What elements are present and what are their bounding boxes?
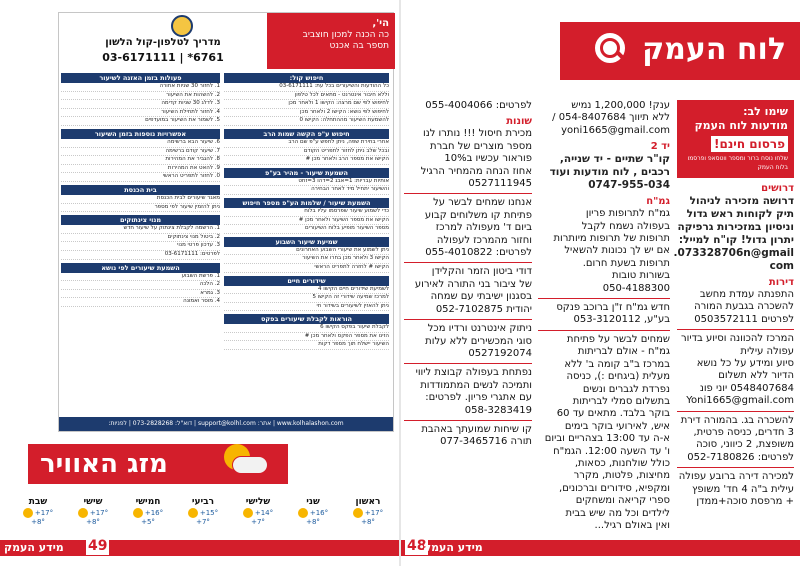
guide-row: 8. להגביר את המהירות	[61, 156, 220, 165]
weather-temp-high	[287, 508, 339, 518]
guide-section	[61, 73, 220, 126]
ad-line: 050-4188300	[602, 282, 670, 294]
ad-line: סיוע ומידע על כל נושא	[696, 358, 794, 370]
ad-line: להשכרה בגבעת המורה	[694, 301, 794, 313]
card-red-line-3: תספר בה אכנט	[329, 41, 389, 51]
ad-line: Yoni1665@gmail.com	[686, 395, 794, 407]
weather-day-name: רביעי	[191, 497, 215, 507]
weather-title: מזג האוויר	[40, 449, 168, 479]
guide-row: לחיפוש לפי נושא: הקישו 2 ולאחר מכן	[224, 109, 389, 118]
guide-row: והשיעור יתחיל מיד לאחר הבחירה	[224, 186, 389, 195]
ad-line: מעלית (ביגחים :), כניסה	[566, 371, 670, 383]
weather-day-name: חמישי	[135, 497, 161, 507]
guide-row: 3. עדכון פרטי מנוי	[61, 242, 220, 251]
ad-line: יתרון גדול! קו"ח למייל:	[678, 234, 794, 246]
guide-section-heading: אפשרויות נוספות בזמן השיעור	[61, 129, 220, 139]
guide-row: 6. שיעור הבא ברשימה	[61, 139, 220, 148]
left-page	[0, 0, 399, 566]
category-heading: גמ"ח	[646, 196, 670, 208]
ad-line: של ציבור בני התורה לאירוע	[414, 278, 532, 290]
guide-row: 1. הרשמה לקבלת צינתוק על שיעור חדש	[61, 225, 220, 234]
category-heading: יד 2	[650, 141, 670, 153]
guide-section	[224, 276, 389, 312]
weather-low-value: +8°	[361, 518, 375, 526]
ad-line: אנחנו שמחים לבשר על	[433, 197, 532, 209]
guide-row: 2. להשהות את השיעור	[61, 92, 220, 101]
guide-row: 5. לשמור את השיעור במועדפים	[61, 117, 220, 126]
guide-row: הזינו את מספר הפקס ולאחר מכן #	[224, 333, 389, 342]
ad-line: בעפולה נשמח לקבל	[581, 220, 670, 232]
weather-temp-high	[122, 508, 174, 518]
ad-line: 0527111945	[468, 178, 532, 190]
sun-icon	[353, 508, 363, 518]
weather-day	[67, 496, 119, 536]
ad-divider	[677, 467, 794, 468]
ad-line: פוראור עכשיו ב10%	[444, 153, 532, 165]
ad-line: שמחים לבשר על פתיחת	[566, 333, 670, 345]
card-header	[59, 13, 395, 69]
ad-line: נפרדת לגברים ונשים	[582, 383, 670, 395]
right-footer-brand: מידע העמק	[423, 541, 483, 554]
ad-divider	[404, 262, 532, 263]
guide-row: מספר השיעור מופיע בלוח השיעורים	[224, 225, 389, 234]
guide-section	[61, 185, 220, 212]
guide-section	[61, 129, 220, 182]
sun-icon	[23, 508, 33, 518]
ad-line: למכירה דירה ברובע עפולה	[678, 471, 794, 483]
ad-line: בע"ע, 053-3120112	[573, 314, 670, 326]
ad-line: דודי ביטון הזמר והקלידן	[431, 266, 532, 278]
guide-section	[224, 314, 389, 350]
weather-forecast-row	[8, 496, 394, 536]
ad-line: 058-3283419	[464, 404, 532, 416]
promo-line-1: שימו לב:	[743, 105, 788, 118]
guide-section	[224, 198, 389, 234]
weather-day	[122, 496, 174, 536]
guide-row: כל ההודעות והשיעורים בכל עת: 03-6171111	[224, 83, 389, 92]
magnifier-icon	[592, 30, 628, 66]
weather-day	[287, 496, 339, 536]
ad-line: בסגנון ישיבתי עם שמחה	[430, 291, 532, 303]
category-heading: דירות	[768, 277, 794, 288]
ad-divider	[538, 298, 670, 299]
ad-line: com	[769, 260, 794, 272]
phone-guide-card	[58, 12, 394, 432]
guide-row: 3. לדלג 30 שניות קדימה	[61, 100, 220, 109]
guide-row: הקישו את מספר השיעור ולאחר מכן #	[224, 217, 389, 226]
ad-line: 0548407684 יוני פונ	[699, 382, 794, 394]
promo-line-2: מודעות לוח העמק	[694, 119, 788, 132]
sun-icon	[243, 508, 253, 518]
card-column-left	[61, 73, 220, 310]
ad-line: דרושה מזכירה לניהול	[689, 195, 794, 207]
ad-line: ואין באולם רגיל...	[594, 519, 670, 531]
guide-row: כדי לשמוע שיעור שפרסמו עליו בלוח	[224, 208, 389, 217]
weather-high-value: +16°	[309, 509, 329, 517]
ad-line: משופצת, 2 כיווני, סוכה	[696, 439, 794, 451]
guide-row: 3. גמרא	[61, 290, 220, 299]
guide-row: ניתן להזמין שיעור לפי מספר	[61, 204, 220, 213]
guide-row: למרכז שמיעה שידורי זה הקישו 5	[224, 294, 389, 303]
ad-divider	[677, 411, 794, 412]
guide-section-heading: פעולות בזמן האזנה לשיעור	[61, 73, 220, 83]
guide-section-heading: השמעת שיעורים לפי נושא	[61, 263, 220, 273]
guide-section-heading: חיפוש ע"פ הקשה שמות הרב	[224, 129, 389, 139]
weather-day	[177, 496, 229, 536]
ad-line: ענק! 1,200,000 נמיש	[571, 100, 670, 111]
guide-row: 9. להאט את המהירות	[61, 165, 220, 174]
ad-line: ניתוק אינטרנט ורדיו מכל	[427, 323, 532, 335]
ad-line: מספר מוצרים של חברת	[430, 140, 532, 152]
guide-section-heading: מנוי צינתוקים	[61, 215, 220, 225]
ad-line: יהודית 052-7102875	[435, 303, 532, 315]
left-footer-brand: מידע העמק	[4, 541, 64, 554]
weather-temp-high	[232, 508, 284, 518]
ad-line: 0747-955-034	[588, 179, 670, 192]
kol-halashon-logo-icon	[171, 15, 193, 37]
guide-section-heading: בית הכנסת	[61, 185, 220, 195]
guide-section	[224, 73, 389, 126]
weather-high-value: +17°	[364, 509, 384, 517]
ad-line: במרכז ב"ב קומה ב' ללא	[564, 358, 670, 370]
ad-line: 073328706n@gmail.	[673, 247, 794, 259]
weather-temp-high	[342, 508, 394, 518]
guide-row: אותיות עבריות: 1=אבג 2=דהו 3=זחט	[224, 178, 389, 187]
weather-day-name: ראשון	[355, 497, 381, 507]
card-column-right	[224, 73, 389, 353]
weather-day	[342, 496, 394, 536]
ad-line: לילדים וכל מה שיש בבית	[565, 507, 670, 519]
right-page-number: 48	[407, 538, 427, 554]
column-1-ads	[673, 182, 794, 509]
ad-line: ומקפיא, סידורים וברכונים,	[559, 482, 670, 494]
guide-row: הקישו את מספר הרב ולאחר מכן #	[224, 156, 389, 165]
weather-low-value: +7°	[196, 518, 210, 526]
ad-line: מחיצות, פלטות, מקרר	[573, 470, 670, 482]
weather-low-value: +8°	[86, 518, 100, 526]
guide-section-heading: חיפוש קול:	[224, 73, 389, 83]
ad-line: לפרטים 0503572111	[694, 313, 794, 325]
ad-divider	[677, 329, 794, 330]
ad-divider	[404, 420, 532, 421]
ad-line: וניסיון במזכירות גרפיקה	[677, 221, 794, 233]
ad-line: הדיור ללא תשלום	[718, 370, 794, 382]
weather-low-value: +8°	[31, 518, 45, 526]
guide-row: 1. פרשת השבוע	[61, 273, 220, 282]
category-heading: דרושים	[761, 183, 794, 194]
guide-section-heading: השמעת שיעור - מהיר בע"פ	[224, 168, 389, 178]
ad-line: עפולה עילית	[740, 345, 794, 357]
ad-line: א-ה עד 13:00 בצהריים וביום	[544, 433, 670, 445]
card-footer: www.kolhalashon.com | אתר: support@kolhl.com | דוא"ל: 073-2828268 | לפניות:	[59, 417, 393, 431]
ad-line: אם יש לך נכונות להשאיל	[564, 245, 670, 257]
weather-day-name: שלישי	[245, 497, 271, 507]
classifieds-column-1	[673, 100, 794, 509]
weather-temp-high	[67, 508, 119, 518]
guide-row: ניתן להאזין לשיעורים בשידור חי	[224, 303, 389, 312]
weather-low-value: +7°	[251, 518, 265, 526]
guide-section	[61, 263, 220, 307]
sun-icon	[133, 508, 143, 518]
promo-line-3: פרסום חינם!	[711, 136, 788, 152]
guide-row: לפרטים: 03-6171111	[61, 251, 220, 260]
ad-line: רכבים , לוח מודעות ועוד	[549, 166, 670, 179]
ad-line: לפרטים: 055-4004066	[425, 100, 532, 111]
guide-row: להשמעת השיעור מההתחלה: הקישו 0	[224, 117, 389, 126]
card-red-line-1: הי',	[372, 18, 389, 29]
guide-row: 1. לחזור 30 שניות אחורה	[61, 83, 220, 92]
ad-divider	[404, 363, 532, 364]
weather-low-value: +8°	[306, 518, 320, 526]
ad-line: גמ"ח - אולם לבריתות	[577, 346, 670, 358]
ad-line: עם אתגרי פריון. לפרטים:	[425, 392, 532, 404]
ad-line: נפתחת בעפולה קבוצת ליווי	[415, 367, 532, 379]
sun-icon	[78, 508, 88, 518]
guide-row: 2. ביטול מנוי צינתוקים	[61, 234, 220, 243]
weather-day-name: שישי	[83, 497, 103, 507]
weather-temp-high	[12, 508, 64, 518]
ad-line: בשורות טובות	[612, 270, 670, 282]
guide-section	[224, 168, 389, 195]
guide-row: הקישו 3 ולאחר מכן בחרו את השיעור	[224, 255, 389, 264]
guide-row: לחיפוש לפי שם מרצה: הקישו 1 ולאחר מכן	[224, 100, 389, 109]
classifieds-column-3	[404, 100, 532, 449]
sun-icon	[188, 508, 198, 518]
ad-line: 0527192074	[468, 347, 532, 359]
weather-day-name: שבת	[28, 497, 48, 507]
card-red-line-2: כה הכנה למכון חוצביב	[302, 30, 389, 40]
ad-line: כולל שולחנות, כסאות,	[574, 457, 670, 469]
ad-line: תיק לקוחות ראש גדול	[686, 208, 794, 220]
ad-line: להשכרה בג. בהמורה דירת	[680, 414, 794, 426]
ad-divider	[404, 193, 532, 194]
guide-row: ובכל שלב ניתן לחזור לתפריט הקודם	[224, 148, 389, 157]
guide-row: לשמיעת שידורים חיים הקישו 4	[224, 286, 389, 295]
ad-line: תורה 077-3465716	[440, 436, 532, 448]
guide-section-heading: השמעת שיעור / שלמות הע"פ מספר חיפוש	[224, 198, 389, 208]
ad-line: תרופות של תרופות מיותרות	[553, 233, 670, 245]
guide-section	[61, 215, 220, 259]
right-page	[401, 0, 800, 566]
ad-line: התפנתה עמדת מחשב	[699, 289, 794, 300]
guide-row: 2. הלכה	[61, 281, 220, 290]
ad-line: קו"ר שתיים - יד שנייה,	[559, 153, 670, 166]
classifieds-column-2	[538, 100, 670, 532]
free-ads-promo	[677, 100, 794, 178]
ad-line: ו' עד השעה 12:00. הגמ"ח	[553, 445, 670, 457]
ad-line: ספרי קריאה ומשחקים	[575, 495, 670, 507]
ad-line: תרופות בשעת חרום.	[582, 257, 670, 269]
guide-section-heading: הוראות לקבלת שיעורים בפקס	[224, 314, 389, 324]
card-title: מדריך לטלפון-קול הלשון	[105, 37, 221, 48]
left-page-number: 49	[88, 538, 108, 554]
weather-high-value: +14°	[254, 509, 274, 517]
guide-section	[224, 129, 389, 165]
weather-day	[12, 496, 64, 536]
weather-high-value: +16°	[144, 509, 164, 517]
guide-row: מאגר שיעורים לבית הכנסת	[61, 195, 220, 204]
weather-temp-high	[177, 508, 229, 518]
ad-line: המרכז להכוונה וסיוע בדיור	[680, 333, 794, 345]
sun-cloud-icon	[224, 444, 270, 480]
weather-day-name: שני	[306, 497, 320, 507]
ad-line: איש, לאירועי בוקר בימים	[564, 420, 670, 432]
ad-divider	[538, 330, 670, 331]
ad-line: וחזור מהמרכז לעפולה	[436, 234, 532, 246]
category-heading: שונות	[506, 116, 532, 128]
ad-line: מכירת חיסול !!! נותרו לנו	[422, 128, 532, 140]
ad-line: 3 חדרים, כניסה פרטית,	[693, 427, 794, 439]
sun-icon	[298, 508, 308, 518]
ad-line: ותמיכה לנשים המתמודדות	[420, 379, 532, 391]
ad-line: סוגי המכשירים ללא עלות	[425, 335, 532, 347]
guide-row: 4. מוסר ואמונה	[61, 298, 220, 307]
promo-line-4: שלחו נוסח ברור ומספר ווטסאפ ופרסמו בלוח העמק	[687, 155, 788, 171]
guide-row: ניתן לשמוע את שיעורי השבוע האחרונים	[224, 247, 389, 256]
guide-row: 4. לחזור לתחילת השיעור	[61, 109, 220, 118]
guide-row: אחרי בחירת שפה, ניתן לחפש ע"פ שם הרב	[224, 139, 389, 148]
ad-line: ביום ד' מעפולה למרכז	[435, 222, 532, 234]
ad-divider	[404, 319, 532, 320]
weather-low-value: +5°	[141, 518, 155, 526]
guide-row: השיעור יישלח תוך מספר דקות	[224, 341, 389, 350]
card-red-label	[267, 13, 395, 69]
ad-line: קו שיחות שמועתך באהבת	[421, 423, 532, 435]
weather-high-value: +15°	[199, 509, 219, 517]
ad-line: לפרטים: 055-4010822	[425, 247, 532, 259]
ad-line: בתשלום סמלי לבריתות	[572, 395, 670, 407]
weather-high-value: +17°	[89, 509, 109, 517]
classifieds-title: לוח העמק	[642, 32, 786, 67]
ad-line: אחוז הנחה מהמחיר הרגיל	[420, 165, 532, 177]
guide-row: לקבלת שיעור בפקס הקישו 6	[224, 324, 389, 333]
ad-line: חדש גמ"ח ז"ן ברוכב פנקס	[556, 302, 670, 314]
weather-high-value: +17°	[34, 509, 54, 517]
guide-row: הקישו # לחזרה לתפריט הראשי	[224, 264, 389, 273]
weather-day	[232, 496, 284, 536]
guide-row: 0. לחזור לתפריט הראשי	[61, 173, 220, 182]
guide-section-heading: שמיעת שיעור השבוע	[224, 237, 389, 247]
ad-line: גמ"ח לתרופות פריון	[585, 208, 670, 220]
ad-line: עילית ב"ה 4 חד' משופץ	[692, 483, 794, 495]
guide-section-heading: שידורים חיים	[224, 276, 389, 286]
ad-line: פתיחת קו משלוחים קבוע	[424, 209, 532, 221]
guide-row: וללא חיבור אינטרנט - מתאים לכל טלפון	[224, 92, 389, 101]
ad-line: ללא תיווך 054-8407684 /	[552, 112, 670, 124]
guide-row: 7. שיעור קודם ברשימה	[61, 148, 220, 157]
card-phone: 03-6171111 | *6761	[102, 51, 224, 64]
ad-line: yoni1665@gmail.com	[561, 124, 670, 136]
ad-line: לפרטים: 052-7180826	[687, 451, 794, 463]
ad-line: בוקר בלבד. מתאים עד 60	[556, 408, 670, 420]
ad-line: + מרפסת סוכה+ממדן	[696, 496, 794, 508]
guide-section	[224, 237, 389, 273]
